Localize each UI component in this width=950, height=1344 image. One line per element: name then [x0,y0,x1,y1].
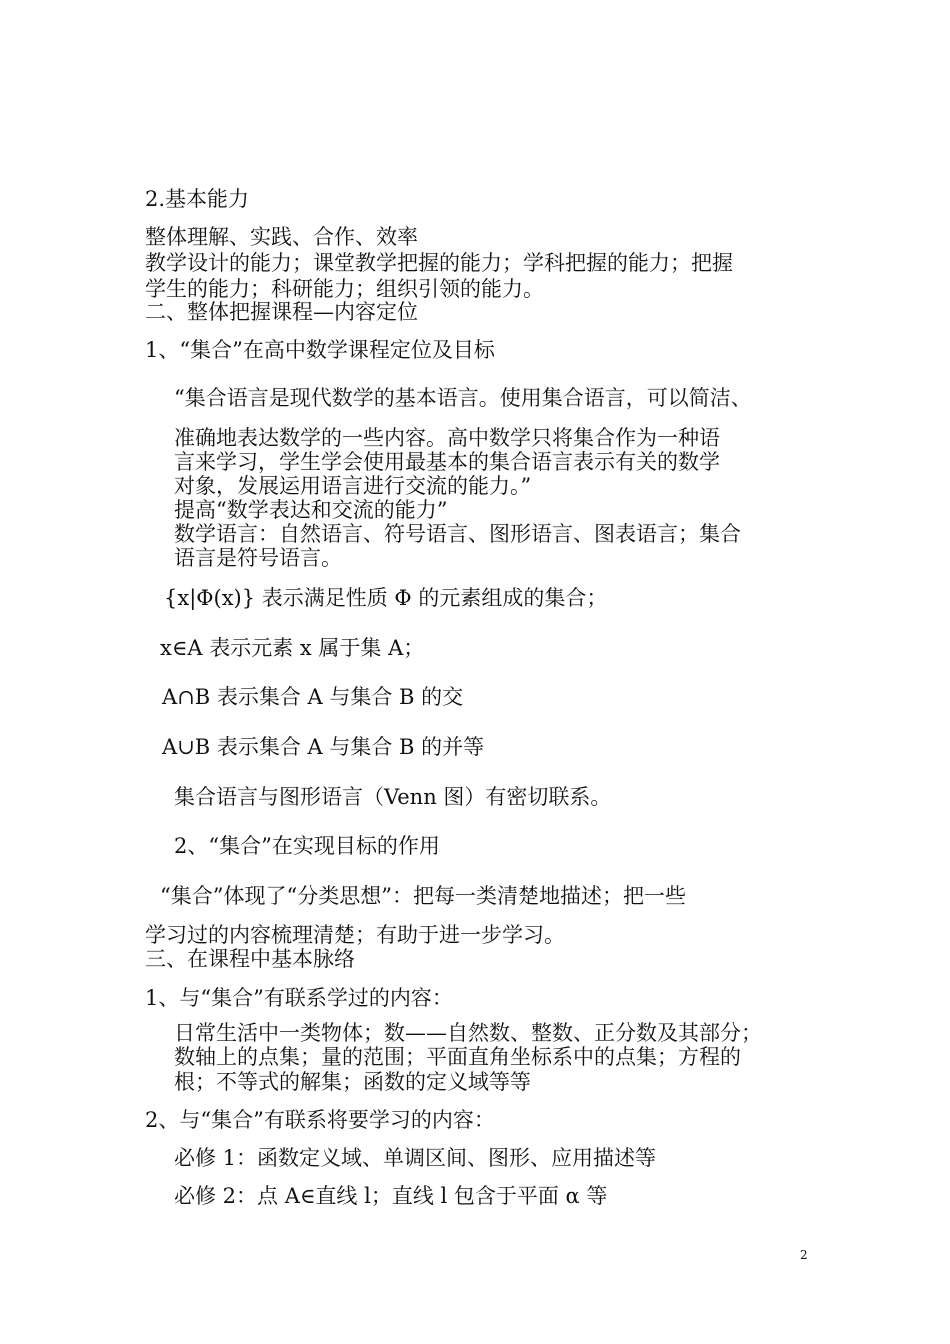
math-line: x∈A 表示元素 x 属于集 A； [160,636,425,660]
text-line: 数学语言：自然语言、符号语言、图形语言、图表语言；集合 [174,522,741,546]
page-number: 2 [800,1248,808,1262]
text-line: 学生的能力；科研能力；组织引领的能力。 [145,277,544,301]
section-heading: 三、在课程中基本脉络 [145,947,355,971]
text-line: 教学设计的能力；课堂教学把握的能力；学科把握的能力；把握 [145,251,733,275]
section-heading: 2.基本能力 [145,187,250,211]
math-line: A∩B 表示集合 A 与集合 B 的交 [162,685,464,709]
quote-line: 准确地表达数学的一些内容。高中数学只将集合作为一种语 [174,426,720,450]
subsection-heading: 1、“集合”在高中数学课程定位及目标 [145,338,495,362]
text-line: 语言是符号语言。 [174,546,342,570]
text-line: 学习过的内容梳理清楚；有助于进一步学习。 [145,923,565,947]
text-line: 根；不等式的解集；函数的定义域等等 [174,1070,531,1094]
text-line: 日常生活中一类物体；数——自然数、整数、正分数及其部分； [174,1021,762,1045]
quote-line: “集合语言是现代数学的基本语言。使用集合语言，可以简洁、 [174,386,752,410]
section-heading: 二、整体把握课程—内容定位 [145,300,418,324]
text-line: 必修 2：点 A∈直线 l；直线 l 包含于平面 α 等 [174,1184,608,1208]
subsection-heading: 2、“集合”在实现目标的作用 [174,834,440,858]
quote-line: 对象，发展运用语言进行交流的能力。” [174,474,532,498]
subsection-heading: 1、与“集合”有联系学过的内容： [145,986,453,1010]
math-line: A∪B 表示集合 A 与集合 B 的并等 [162,735,485,759]
math-line: {x|Φ(x)} 表示满足性质 Φ 的元素组成的集合； [164,586,608,610]
text-line: 必修 1：函数定义域、单调区间、图形、应用描述等 [174,1146,657,1170]
text-line: 集合语言与图形语言（Venn 图）有密切联系。 [174,785,612,809]
quote-line: 言来学习，学生学会使用最基本的集合语言表示有关的数学 [174,450,720,474]
text-line: “集合”体现了“分类思想”：把每一类清楚地描述；把一些 [160,884,686,908]
text-line: 数轴上的点集；量的范围；平面直角坐标系中的点集；方程的 [174,1045,741,1069]
text-line: 提高“数学表达和交流的能力” [174,498,448,522]
subsection-heading: 2、与“集合”有联系将要学习的内容： [145,1108,495,1132]
text-line: 整体理解、实践、合作、效率 [145,225,418,249]
